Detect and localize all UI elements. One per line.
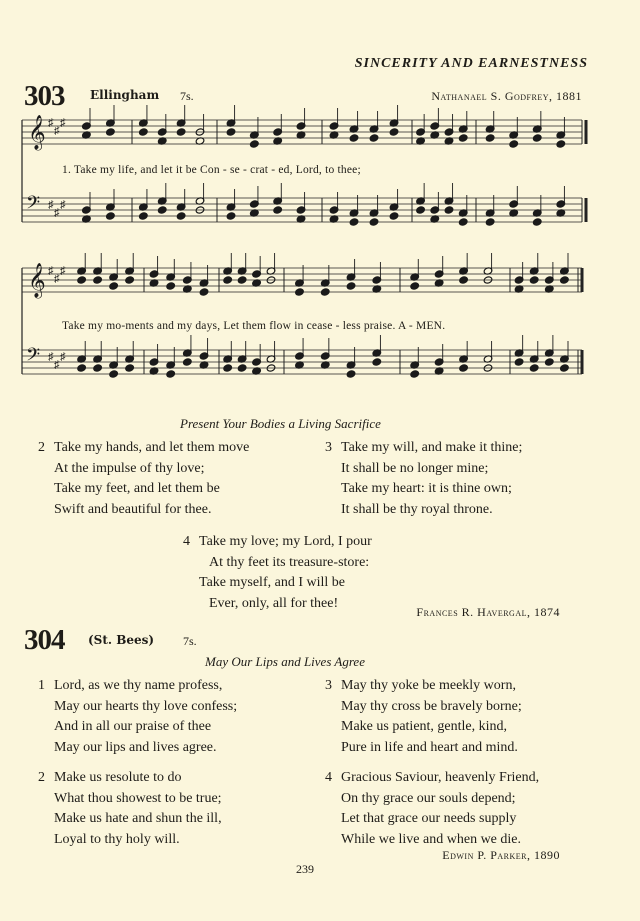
note [176,212,186,220]
sharp-icon: ♯ [60,351,66,363]
sharp-icon: ♯ [54,359,60,371]
note [458,134,468,142]
note [349,218,359,226]
verse-line: While we live and when we die. [341,831,521,847]
note [106,128,116,136]
note [237,364,247,372]
meter-303: 7s. [180,89,194,103]
meter-304: 7s. [183,634,197,648]
verse-number: 3 [325,440,332,455]
note [346,282,356,290]
author-303: Frances R. Havergal, 1874 [416,605,560,619]
verse-303-4 [183,532,372,614]
verse-line: And in all our praise of thee [54,719,212,734]
verse-line: Make us patient, gentle, kind, [341,719,508,734]
note [369,218,379,226]
note [532,218,542,226]
note [183,358,193,366]
note [139,128,149,136]
tune-name-304: (St. Bees) [88,633,155,647]
note [223,276,233,284]
note [349,134,359,142]
verse-304-2 [38,768,222,850]
verse-number: 4 [183,534,190,549]
verse-line: Take my feet, and let them be [54,481,220,496]
verse-303-3 [325,438,522,520]
note [529,276,539,284]
note [157,206,167,214]
hymn-number-303: 303 [24,80,65,112]
note [226,128,236,136]
note [93,276,103,284]
note [237,276,247,284]
note [226,212,236,220]
note [223,364,233,372]
verse-line: Gracious Saviour, heavenly Friend, [341,770,540,785]
note [509,140,519,148]
note [532,134,542,142]
note [125,364,135,372]
subtitle-303: Present Your Bodies a Living Sacrifice [180,416,381,431]
treble-clef-icon: 𝄞 [28,263,46,298]
note [176,128,186,136]
verse-line: It shall be no longer mine; [341,460,489,476]
sharp-icon: ♯ [60,199,66,211]
sharp-icon: ♯ [48,199,54,211]
note [166,282,176,290]
sharp-icon: ♯ [54,273,60,285]
note [410,370,420,378]
sharp-icon: ♯ [48,351,54,363]
sharp-icon: ♯ [48,117,54,129]
verse-line: May our lips and lives agree. [54,739,217,755]
verse-line: Let that grace our needs supply [341,811,517,826]
note [560,276,570,284]
composer-303: Nathanael S. Godfrey, 1881 [431,89,582,103]
note [109,370,119,378]
note [458,218,468,226]
verse-303-2 [38,438,249,520]
note [372,358,382,366]
verse-line: Swift and beautiful for thee. [54,501,212,517]
note [320,288,330,296]
lyrics-line-1: 1. Take my life, and let it be Con - se - crat - ed, Lord, to thee; [62,164,361,176]
note [166,370,176,378]
verse-line: May our hearts thy love confess; [54,698,238,714]
note [346,370,356,378]
note [545,358,555,366]
note [109,282,119,290]
verse-number: 4 [325,770,332,785]
note [93,364,103,372]
note [77,276,87,284]
bass-clef-icon: 𝄢 [26,193,41,218]
verse-number: 1 [38,678,45,693]
note [369,134,379,142]
verse-line: Loyal to thy holy will. [54,831,180,847]
note [459,276,469,284]
note [485,218,495,226]
verse-line: May thy yoke be meekly worn, [341,678,516,693]
sharp-icon: ♯ [60,265,66,277]
verse-line: Take my heart: it is thine own; [341,481,512,496]
note [106,212,116,220]
verse-line: Take my will, and make it thine; [341,440,523,455]
page-number: 239 [296,862,314,876]
verse-line: May thy cross be bravely borne; [341,698,522,714]
section-title: SINCERITY AND EARNESTNESS [354,56,588,71]
verse-line: Pure in life and heart and mind. [341,739,518,755]
verse-line: It shall be thy royal throne. [341,501,493,517]
note [273,206,283,214]
note [389,212,399,220]
verse-line: Make us hate and shun the ill, [54,811,222,826]
sharp-icon: ♯ [54,125,60,137]
hymn-number-304: 304 [24,624,65,656]
sharp-icon: ♯ [48,265,54,277]
verse-304-3 [325,676,522,758]
note [389,128,399,136]
sharp-icon: ♯ [54,207,60,219]
note [560,364,570,372]
verse-line: On thy grace our souls depend; [341,790,516,806]
lyrics-line-2: Take my mo-ments and my days, Let them flow in cease - less praise. A - MEN. [62,320,446,332]
verse-number: 2 [38,440,45,455]
verse-304-4 [325,768,539,850]
verse-line: What thou showest to be true; [54,790,222,806]
verse-line: Take my love; my Lord, I pour [199,534,372,549]
subtitle-304: May Our Lips and Lives Agree [205,654,365,669]
sharp-icon: ♯ [60,117,66,129]
note [295,288,305,296]
verse-line: At thy feet its treasure-store: [209,554,370,570]
note [459,364,469,372]
note [125,276,135,284]
verse-number: 2 [38,770,45,785]
verse-line: Take my hands, and let them move [54,440,250,455]
verse-line: Make us resolute to do [54,770,182,785]
author-304: Edwin P. Parker, 1890 [442,848,560,862]
note [514,358,524,366]
note [410,282,420,290]
note [416,206,426,214]
verse-line: Take myself, and I will be [199,575,345,590]
note [556,140,566,148]
note [485,134,495,142]
verse-line: Ever, only, all for thee! [209,595,339,611]
bass-clef-icon: 𝄢 [26,345,41,370]
note [139,212,149,220]
note [529,364,539,372]
note [444,206,454,214]
note [199,288,209,296]
verse-line: At the impulse of thy love; [54,460,205,476]
note [77,364,87,372]
verse-line: Lord, as we thy name profess, [54,678,223,693]
verse-number: 3 [325,678,332,693]
tune-name-303: Ellingham [90,88,160,102]
note [250,140,260,148]
verse-304-1 [38,676,237,758]
treble-clef-icon: 𝄞 [28,115,46,150]
